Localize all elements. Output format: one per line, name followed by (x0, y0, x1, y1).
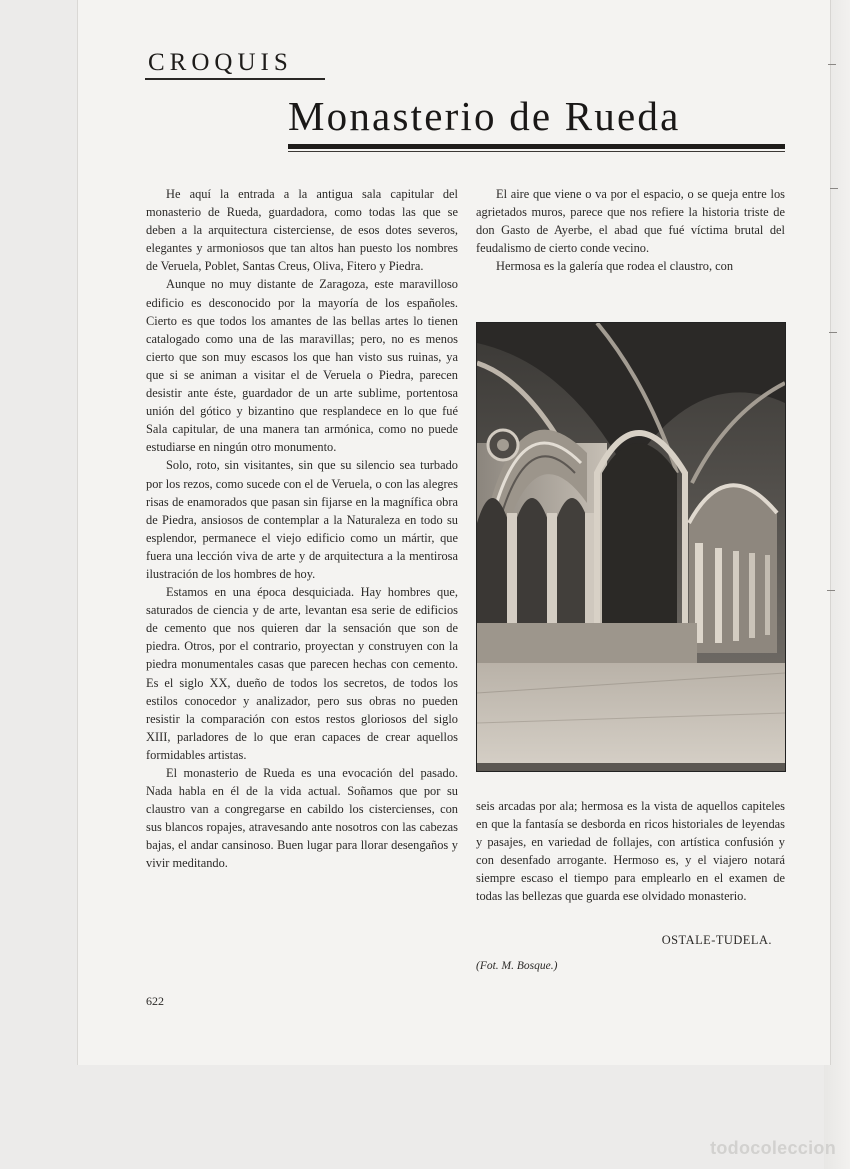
right-column-bottom (476, 797, 785, 906)
margin-mark (828, 64, 836, 65)
paragraph: Solo, roto, sin visitantes, sin que su silencio sea turbado por los rezos, como sucede con el de Veruela, o con las alegres risas de enamorados que pasan sin fijarse en la magnífica obra de Piedra, ansiosos de contemplar a la Naturaleza en todo su esplendor, permanece el viejo edificio como un mártir, que fuera una lección viva de arte y de arquitectura a la mentirosa ilustración de los hombres de hoy. (146, 458, 458, 581)
paragraph: Estamos en una época desquiciada. Hay hombres que, saturados de ciencia y de arte, levantan esa serie de edificios de cemento que nos quieren dar la sensación que son de piedra. Otros, por el contrario, proyectan y construyen con la piedra monumentales casas que parecen hechas con cemento. Es el siglo XX, dueño de todos los secretos, de todos los estilos conocedor y analizador, pero sus obras no pueden resistir la comparación con estos restos gloriosos del siglo XIII, parladores de lo que eran capaces de crear aquellos formidables artistas. (146, 585, 458, 762)
paragraph: El monasterio de Rueda es una evocación del pasado. Nada habla en él de la vida actual. Soñamos que por su claustro van a congregarse en cabildo los cistercienses, con sus blancos ropajes, atravesando ante nosotros con las cabezas bajas, el andar cansinoso. Buen lugar para llorar desengaños y vivir meditando. (146, 766, 458, 871)
paragraph: He aquí la entrada a la antigua sala capitular del monasterio de Rueda, guardadora, como todas las que se deben a la arquitectura cisterciense, de esos dotes severos, elegantes y armoniosos que tan altos han puesto los nombres de Veruela, Poblet, Santas Creus, Oliva, Fitero y Piedra. (146, 187, 458, 274)
paragraph: seis arcadas por ala; hermosa es la vista de aquellos capiteles en que la fantasía se desborda en ricos historiales de leyendas y pasajes, en variedad de follajes, con artística confusión y con desenfado arrogante. Hermoso es, y el viajero notará siempre escaso el tiempo para emplearlo en el examen de todas las bellezas que guarda ese olvidado monasterio. (476, 799, 785, 904)
margin-mark (830, 188, 838, 189)
title-rule (288, 144, 785, 149)
cloister-photograph (476, 322, 786, 772)
kicker-underline (145, 78, 325, 80)
margin-mark (827, 590, 835, 591)
margin-mark (829, 332, 837, 333)
paragraph: Hermosa es la galería que rodea el claustro, con (496, 259, 734, 274)
photo-credit: (Fot. M. Bosque.) (476, 960, 558, 972)
watermark-logo: todocoleccion (710, 1138, 836, 1158)
left-column (146, 185, 458, 873)
page-number: 622 (146, 994, 164, 1008)
cloister-photo-illustration (477, 323, 785, 771)
right-column-top (476, 185, 785, 275)
title-rule-thin (288, 151, 785, 152)
paragraph: El aire que viene o va por el espacio, o se queja entre los agrietados muros, parece que nos refiere la historia triste de don Gasto de Ayerbe, el abad que fué víctima brutal del feudalismo de cierto conde vecino. (476, 187, 785, 256)
article-title: Monasterio de Rueda (288, 93, 681, 139)
paragraph: Aunque no muy distante de Zaragoza, este maravilloso edificio es desconocido por la mayoría de los españoles. Cierto es que todos los amantes de las bellas artes lo tienen catalogado como una de las maravillas; pero, no es menos cierto que son muy escasos los que han visto sus ruinas, ya que si se animan a visitar el de Veruela o Piedra, parecen desistir ante éste, guardador de un arte sublime, portentosa unión del gótico y bizantino que resplandece en lo que fué Sala capitular, de una manera tan armónica, como no puede estudiarse en ningún otro monumento. (146, 277, 458, 455)
section-kicker: CROQUIS (148, 49, 293, 76)
author-signature: OSTALE-TUDELA. (661, 933, 772, 947)
